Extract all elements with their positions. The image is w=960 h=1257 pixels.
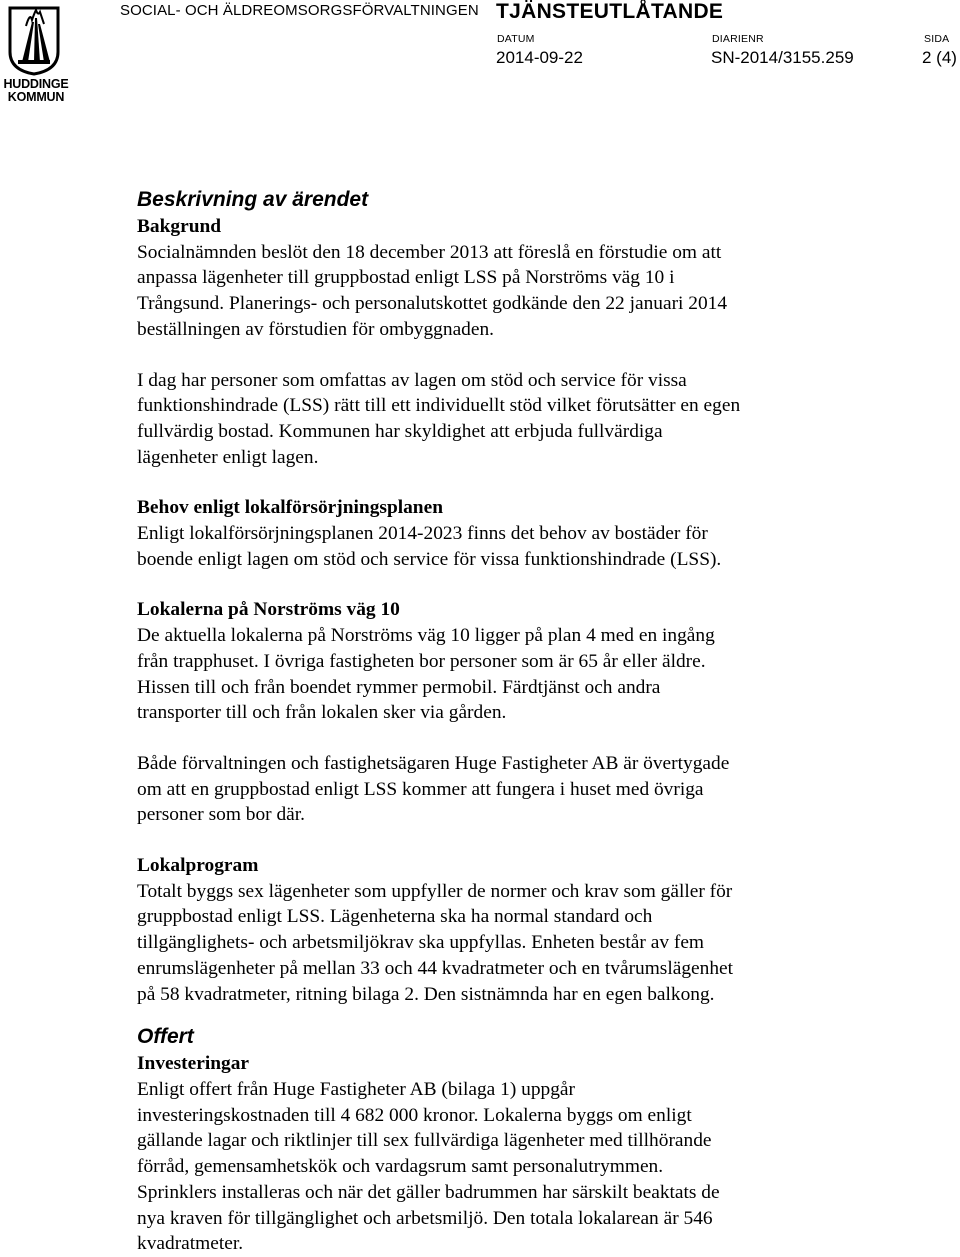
text-line: De aktuella lokalerna på Norströms väg 10 ligger på plan 4 med en ingång [137,625,715,647]
paragraph-lokalprogram [137,879,937,1008]
text-line: Totalt byggs sex lägenheter som uppfyller de normer och krav som gäller för [137,880,733,902]
text-line: Socialnämnden beslöt den 18 december 2013 att föreslå en förstudie om att [137,241,722,263]
document-body [137,186,937,1257]
text-line: boende enligt lagen om stöd och service för vissa funktionshindrade (LSS). [137,548,722,570]
heading-bakgrund: Bakgrund [137,216,222,237]
text-line: på 58 kvadratmeter, ritning bilaga 2. Den sistnämnda har en egen balkong. [137,983,715,1005]
paragraph-lokalerna [137,623,937,726]
paragraph-behov [137,521,937,572]
heading-investeringar: Investeringar [137,1053,250,1075]
text-line: gruppbostad enligt LSS. Lägenheterna ska ha normal standard och [137,906,653,928]
text-line: Enligt lokalförsörjningsplanen 2014-2023 finns det behov av bostäder för [137,523,708,545]
text-line: fullvärdig bostad. Kommunen har skyldighet att erbjuda fullvärdiga [137,420,663,442]
page-label: SIDA [924,33,950,45]
text-line: enrumslägenheter på mellan 33 och 44 kvadratmeter och en tvårumslägenhet [137,957,734,979]
huddinge-kommun-logo [0,0,72,108]
text-line: investeringskostnaden till 4 682 000 kronor. Lokalerna byggs om enligt [137,1104,692,1126]
text-line: Både förvaltningen och fastighetsägaren Huge Fastigheter AB är övertygade [137,752,730,774]
text-line: förråd, gemensamhetskök och vardagsrum samt personalutrymmen. [137,1156,664,1178]
text-line: I dag har personer som omfattas av lagen om stöd och service för vissa [137,369,687,391]
text-line: gällande lagar och riktlinjer till sex fullvärdiga lägenheter med tillhörande [137,1130,712,1152]
text-line: beställningen av förstudien för ombyggnaden. [137,318,495,340]
text-line: transporter till och från lokalen sker via gården. [137,702,507,724]
text-line: kvadratmeter. [137,1233,244,1255]
text-line: om att en gruppbostad enligt LSS kommer att fungera i huset med övriga [137,778,704,800]
heading-lokalprogram: Lokalprogram [137,855,259,877]
heading-behov: Behov enligt lokalförsörjningsplanen [137,497,443,519]
text-line: tillgänglighets- och arbetsmiljökrav ska uppfyllas. Enheten består av fem [137,932,705,954]
paragraph-lss-rights [137,368,937,471]
section-title-offert: Offert [137,1025,194,1049]
municipality-name-line2: KOMMUN [7,90,65,104]
text-line: personer som bor där. [137,804,306,826]
department-name: SOCIAL- OCH ÄLDREOMSORGSFÖRVALTNINGEN [120,2,479,19]
text-line: lägenheter enligt lagen. [137,446,319,468]
date-value: 2014-09-22 [496,48,583,67]
paragraph-bade [137,751,937,828]
paragraph-bakgrund [137,240,937,343]
reference-number-value: SN-2014/3155.259 [711,48,854,67]
text-line: Hissen till och från boendet rymmer permobil. Färdtjänst och andra [137,676,661,698]
section-title-beskrivning: Beskrivning av ärendet [137,188,369,211]
date-label: DATUM [497,33,535,45]
text-line: från trapphuset. I övriga fastigheten bor personer som är 65 år eller äldre. [137,650,706,672]
text-line: anpassa lägenheter till gruppbostad enligt LSS på Norströms väg 10 i [137,267,675,289]
heading-lokalerna: Lokalerna på Norströms väg 10 [137,599,400,621]
paragraph-investeringar [137,1077,937,1257]
text-line: funktionshindrade (LSS) rätt till ett individuellt stöd vilket förutsätter en egen [137,395,741,417]
text-line: Trångsund. Planerings- och personalutskottet godkände den 22 januari 2014 [137,293,728,315]
municipality-name-line1: HUDDINGE [3,77,69,91]
page-number: 2 (4) [922,48,957,67]
reference-number-label: DIARIENR [712,33,764,45]
municipal-crest-icon [4,4,64,76]
document-type: TJÄNSTEUTLÅTANDE [496,0,724,23]
text-line: nya kraven för tillgänglighet och arbetsmiljö. Den totala lokalarean är 546 [137,1207,713,1229]
text-line: Sprinklers installeras och när det gäller badrummen har särskilt beaktats de [137,1181,720,1203]
text-line: Enligt offert från Huge Fastigheter AB (bilaga 1) uppgår [137,1078,575,1100]
